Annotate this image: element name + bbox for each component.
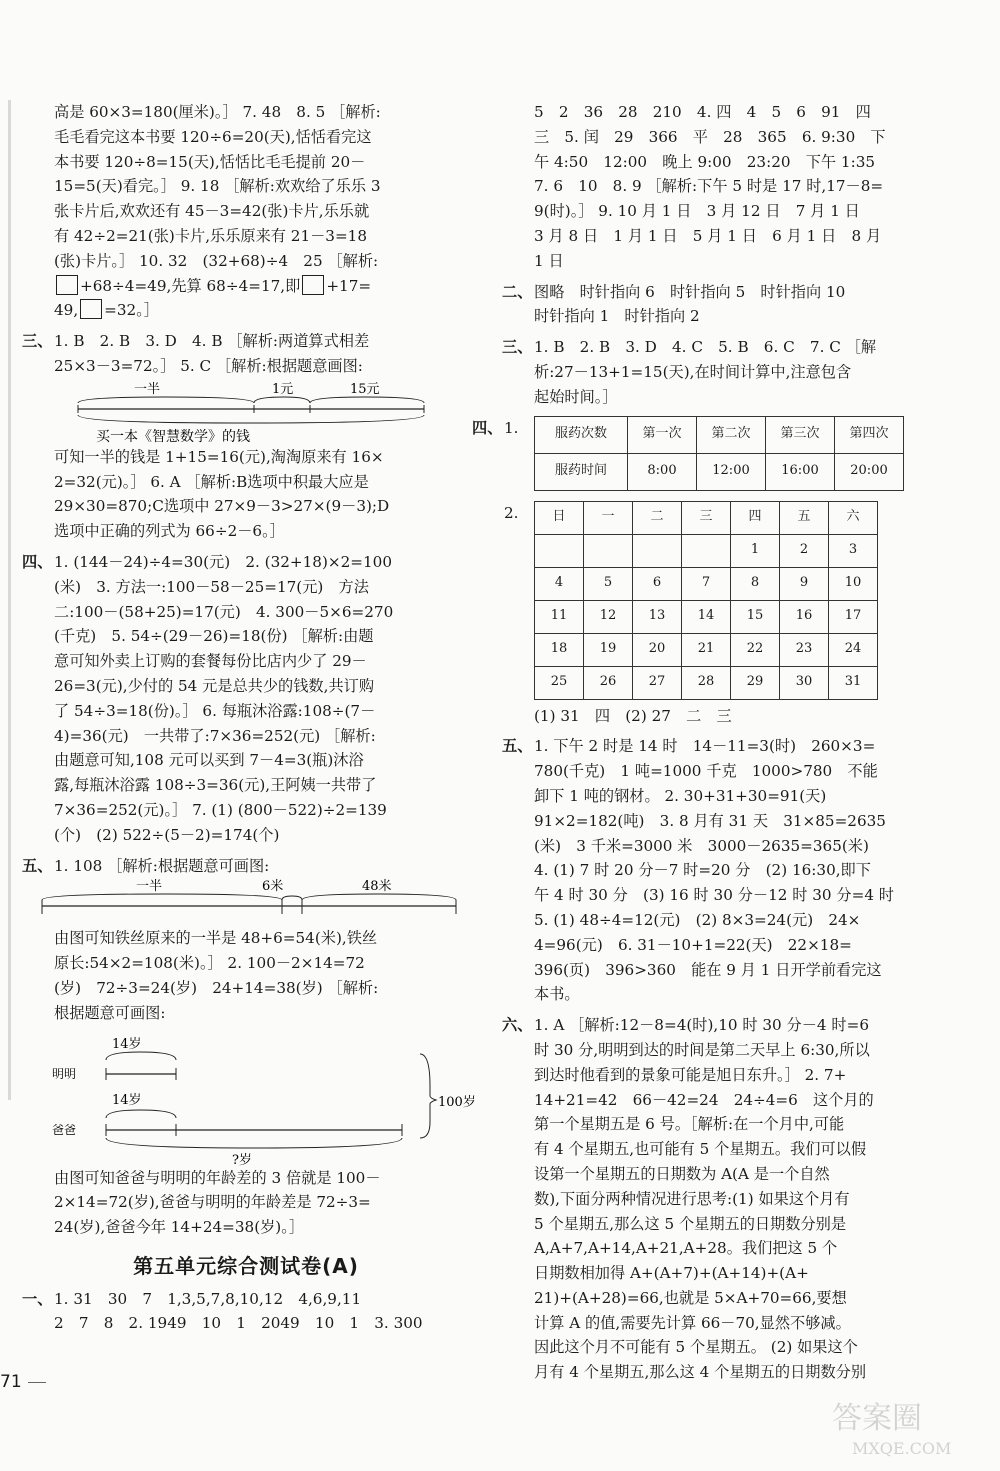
- text-line: 91×2=182(吨) 3. 8 月有 31 天 31×85=2635: [534, 811, 886, 830]
- calendar-day-cell: 17: [829, 600, 878, 633]
- section-label: 五、: [22, 856, 53, 875]
- text-line: 可知一半的钱是 1+15=16(元),淘淘原来有 16×: [54, 447, 384, 466]
- text-line: [22, 1287, 470, 1312]
- calendar-day-cell: 21: [682, 633, 731, 666]
- diagram-caption: 买一本《智慧数学》的钱: [96, 428, 250, 445]
- answer-blank-box: [302, 275, 324, 295]
- text-line: 第一个星期五是 6 号。［解析:在一个月中,可能: [534, 1115, 845, 1134]
- calendar-header-cell: 三: [682, 501, 731, 534]
- table-cell: 16:00: [766, 453, 835, 490]
- calendar-header-cell: 二: [633, 501, 682, 534]
- blank-line-1-end: +17=: [326, 276, 372, 295]
- page-number: [0, 1372, 46, 1392]
- text-line: 15=5(天)看完。］ 9. 18 ［解析:欢欢给了乐乐 3: [54, 177, 381, 196]
- calendar-day-cell: 1: [731, 534, 780, 567]
- diagram-label-48m: 48米: [362, 879, 392, 895]
- blank-line-2-post: =32。］: [104, 301, 159, 320]
- text-line: 2=32(元)。］ 6. A ［解析:B选项中积最大应是: [54, 472, 369, 491]
- brace-6m: [282, 896, 302, 900]
- calendar-row: [535, 567, 878, 600]
- right-sec4-block: [472, 416, 972, 729]
- text-line: 露,每瓶沐浴露 108÷3=36(元),王阿姨一共带了: [54, 776, 377, 795]
- calendar-table: [534, 501, 878, 700]
- diagram-label-half: 一半: [134, 381, 161, 397]
- text-line-content: 1. 31 30 7 1,3,5,7,8,10,12 4,6,9,11: [54, 1289, 362, 1308]
- text-line: 卸下 1 吨的钢材。 2. 30+31+30=91(天): [534, 786, 827, 805]
- calendar-row: [535, 666, 878, 699]
- text-line: [22, 329, 470, 354]
- text-line: 24(岁),爸爸今年 14+24=38(岁)。］: [54, 1218, 305, 1237]
- text-line: 5 个星期五,那么这 5 个星期五的日期数分别是: [534, 1214, 847, 1233]
- text-line: 9(时)。］ 9. 10 月 1 日 3 月 12 日 7 月 1 日: [534, 202, 860, 221]
- text-line: 本书要 120÷8=15(天),恬恬比毛毛提前 20－: [54, 152, 366, 171]
- text-line: 25×3－3=72。］ 5. C ［解析:根据题意画图:: [54, 356, 363, 375]
- text-line: 4)=36(元) 一共带了:7×36=252(元) ［解析:: [54, 726, 376, 745]
- calendar-day-cell: 3: [829, 534, 878, 567]
- section-label: 三、: [22, 332, 53, 351]
- text-line: 时针指向 1 时针指向 2: [534, 307, 700, 326]
- question-label: 2.: [504, 503, 519, 522]
- text-line-content: 1. A ［解析:12－8=4(时),10 时 30 分－4 时=6: [534, 1016, 869, 1035]
- section-label: 四、: [22, 552, 53, 571]
- text-line: 396(页) 396>360 能在 9 月 1 日开学前看完这: [534, 960, 882, 979]
- right-top-block: [502, 100, 972, 274]
- section-label: 四、: [472, 418, 503, 437]
- text-line: 到达时他看到的景象可能是旭日东升。］ 2. 7+: [534, 1065, 847, 1084]
- table-cell: 20:00: [835, 453, 904, 490]
- diagram-label-unknown: ?岁: [232, 1152, 252, 1166]
- right-column: [472, 100, 972, 1385]
- section-label: 六、: [502, 1016, 533, 1035]
- text-line: 5 2 36 28 210 4. 四 4 5 6 91 四: [534, 103, 871, 121]
- text-line-content: 1. 下午 2 时是 14 时 14－11=3(时) 260×3=: [534, 737, 876, 756]
- brace-14a: [106, 1052, 176, 1060]
- calendar-day-cell: 27: [633, 666, 682, 699]
- text-line-content: 1. (144－24)÷4=30(元) 2. (32+18)×2=100: [54, 552, 392, 571]
- text-line: (张)卡片。］ 10. 32 (32+68)÷4 25 ［解析:: [54, 251, 379, 270]
- text-line: 7×36=252(元)。］ 7. (1) (800－522)÷2=139: [54, 800, 387, 819]
- calendar-day-cell: 5: [584, 567, 633, 600]
- calendar-day-cell: 30: [780, 666, 829, 699]
- text-line: 三 5. 闰 29 366 平 28 365 6. 9:30 下: [534, 127, 886, 146]
- brace-half: [78, 397, 254, 403]
- table-row: [535, 416, 904, 453]
- text-line: A,A+7,A+14,A+21,A+28。我们把这 5 个: [534, 1239, 838, 1258]
- left-top-block: [22, 100, 470, 274]
- calendar-row: [535, 600, 878, 633]
- text-line: 由图可知铁丝原来的一半是 48+6=54(米),铁丝: [54, 929, 378, 948]
- diagram-label-14b: 14岁: [112, 1092, 142, 1108]
- text-line: 4. (1) 7 时 20 分－7 时=20 分 (2) 16:30,即下: [534, 861, 871, 880]
- calendar-day-cell: 12: [584, 600, 633, 633]
- left-sec3-block: [22, 329, 470, 379]
- table-cell: 第二次: [697, 416, 766, 453]
- table-cell: 服药时间: [535, 453, 628, 490]
- table-cell: 第一次: [628, 416, 697, 453]
- brace-15yuan: [310, 397, 424, 403]
- text-line: (个) (2) 522÷(5－2)=174(个): [54, 825, 280, 844]
- text-line: 14+21=42 66－42=24 24÷4=6 这个月的: [534, 1090, 874, 1109]
- text-line: 析:27－13+1=15(天),在时间计算中,注意包含: [534, 362, 852, 381]
- calendar-day-cell: [633, 534, 682, 567]
- text-line: 毛毛看完这本书要 120÷6=20(天),恬恬看完这: [54, 127, 372, 146]
- text-line: [22, 854, 470, 879]
- text-line: 29×30=870;C选项中 27×9－3>27×(9－3);D: [54, 497, 390, 516]
- calendar-header-cell: 五: [780, 501, 829, 534]
- calendar-day-cell: 26: [584, 666, 633, 699]
- diagram-label-14a: 14岁: [112, 1036, 142, 1052]
- calendar-day-cell: 31: [829, 666, 878, 699]
- text-line: (米) 3. 方法一:100－58－25=17(元) 方法: [54, 577, 369, 596]
- calendar-header-cell: 一: [584, 501, 633, 534]
- blank-line-2: [22, 298, 470, 323]
- calendar-day-cell: 19: [584, 633, 633, 666]
- text-line: 4=96(元) 6. 31－10+1=22(天) 22×18=: [534, 935, 852, 954]
- calendar-day-cell: 16: [780, 600, 829, 633]
- table-cell: 第三次: [766, 416, 835, 453]
- brace-1yuan: [254, 397, 310, 403]
- diagram-label-6m: 6米: [262, 879, 284, 895]
- calendar-day-cell: 2: [780, 534, 829, 567]
- left-sec1-block: [22, 1287, 470, 1337]
- brace-unknown: [106, 1138, 402, 1148]
- left-sec5-lines: [22, 926, 470, 1025]
- left-sec4-block: [22, 550, 470, 848]
- text-line: 午 4:50 12:00 晚上 9:00 23:20 下午 1:35: [534, 152, 876, 171]
- text-line: 午 4 时 30 分 (3) 16 时 30 分－12 时 30 分=4 时: [534, 886, 894, 905]
- text-line: 计算 A 的值,需要先计算 66－70,显然不够减。: [534, 1313, 851, 1332]
- text-line: 780(千克) 1 吨=1000 千克 1000>780 不能: [534, 762, 878, 781]
- diagram-label-total: 100岁: [438, 1094, 476, 1110]
- calendar-row: [535, 633, 878, 666]
- calendar-day-cell: 28: [682, 666, 731, 699]
- diagram-label-15yuan: 15元: [350, 381, 380, 397]
- section-title: 第五单元综合测试卷(A): [133, 1253, 359, 1278]
- text-line-content: 图略 时针指向 6 时针指向 5 时针指向 10: [534, 282, 846, 301]
- text-line: 2×14=72(岁),爸爸与明明的年龄差是 72÷3=: [54, 1193, 371, 1212]
- table-cell: 12:00: [697, 453, 766, 490]
- text-line: 日期数相加得 A+(A+7)+(A+14)+(A+: [534, 1264, 809, 1283]
- right-sec6-block: [502, 1013, 972, 1385]
- text-line: [502, 1013, 972, 1038]
- text-line: 选项中正确的列式为 66÷2－6。］: [54, 522, 285, 541]
- text-line: 了 54÷3=18(份)。］ 6. 每瓶沐浴露:108÷(7－: [54, 701, 376, 720]
- text-line: 26=3(元),少付的 54 元是总共少的钱数,共订购: [54, 676, 375, 695]
- text-line: [502, 335, 972, 360]
- text-line: 有 42÷2=21(张)卡片,乐乐原来有 21－3=18: [54, 226, 368, 245]
- calendar-day-cell: 4: [535, 567, 584, 600]
- text-line: 原长:54×2=108(米)。］ 2. 100－2×14=72: [54, 954, 365, 973]
- calendar-day-cell: 15: [731, 600, 780, 633]
- calendar-answer: (1) 31 四 (2) 27 二 三: [534, 706, 732, 725]
- calendar-day-cell: [535, 534, 584, 567]
- diagram-label-baba: 爸爸: [52, 1122, 77, 1137]
- calendar-day-cell: 8: [731, 567, 780, 600]
- diagram-wire: [36, 878, 476, 926]
- section-label: 五、: [502, 737, 533, 756]
- left-sec5-after: [22, 1166, 470, 1240]
- left-sec3-after: [22, 445, 470, 544]
- text-line: 21)+(A+28)=66,也就是 5×A+70=66,要想: [534, 1288, 847, 1307]
- text-line: 数),下面分两种情况进行思考:(1) 如果这个月有: [534, 1189, 850, 1208]
- calendar-day-cell: 18: [535, 633, 584, 666]
- table-row: [535, 453, 904, 490]
- table-cell: 8:00: [628, 453, 697, 490]
- calendar-day-cell: 24: [829, 633, 878, 666]
- calendar-header-cell: 六: [829, 501, 878, 534]
- text-line: 有 4 个星期五,也可能有 5 个星期五。我们可以假: [534, 1140, 867, 1159]
- text-line: 起始时间。］: [534, 387, 618, 406]
- diagram-label-1yuan: 1元: [272, 381, 294, 397]
- brace-total: [420, 1054, 436, 1138]
- text-line-content: 1. B 2. B 3. D 4. C 5. B 6. C 7. C ［解: [534, 338, 877, 357]
- diagram-ages: [52, 1026, 492, 1166]
- calendar-day-cell: 11: [535, 600, 584, 633]
- text-line: 意可知外卖上订购的套餐每份比店内少了 29－: [54, 652, 367, 671]
- blank-line-1: [22, 274, 470, 299]
- diagram-half-money: [54, 379, 494, 445]
- left-sec5-first: [22, 854, 470, 879]
- calendar-day-cell: 25: [535, 666, 584, 699]
- text-line: 3 月 8 日 1 月 1 日 5 月 1 日 6 月 1 日 8 月: [534, 226, 882, 245]
- calendar-day-cell: 14: [682, 600, 731, 633]
- text-line: [22, 550, 470, 575]
- left-column: [22, 100, 476, 1336]
- text-line: 时 30 分,明明到达的时间是第二天早上 6:30,所以: [534, 1040, 870, 1059]
- medicine-table: [534, 416, 904, 491]
- table-cell: 服药次数: [535, 416, 628, 453]
- text-line: 因此这个月不可能有 5 个星期五。 (2) 如果这个: [534, 1338, 858, 1357]
- calendar-day-cell: 9: [780, 567, 829, 600]
- calendar-header-row: [535, 501, 878, 534]
- text-line: (米) 3 千米=3000 米 3000－2635=365(米): [534, 836, 869, 855]
- calendar-day-cell: 20: [633, 633, 682, 666]
- calendar-day-cell: 7: [682, 567, 731, 600]
- calendar-day-cell: [584, 534, 633, 567]
- watermark-logo: [822, 1392, 982, 1462]
- text-line: 二:100－(58+25)=17(元) 4. 300－5×6=270: [54, 602, 394, 621]
- calendar-header-cell: 日: [535, 501, 584, 534]
- text-line: 1 日: [534, 251, 564, 270]
- text-line: 月有 4 个星期五,那么这 4 个星期五的日期数分别: [534, 1363, 867, 1382]
- calendar-day-cell: 29: [731, 666, 780, 699]
- blank-line-1-text: +68÷4=49,先算 68÷4=17,即: [80, 276, 301, 295]
- calendar-day-cell: 22: [731, 633, 780, 666]
- text-line: 张卡片后,欢欢还有 45－3=42(张)卡片,乐乐就: [54, 202, 370, 221]
- text-line: (千克) 5. 54÷(29－26)=18(份) ［解析:由题: [54, 627, 374, 646]
- text-line: 高是 60×3=180(厘米)。］ 7. 48 8. 5 ［解析:: [54, 103, 381, 121]
- answer-blank-box: [56, 275, 78, 295]
- text-line: 设第一个星期五的日期数为 A(A 是一个自然: [534, 1164, 830, 1183]
- section-label: 一、: [22, 1289, 53, 1308]
- page-number-text: 71: [0, 1372, 22, 1392]
- text-line: 5. (1) 48÷4=12(元) (2) 8×3=24(元) 24×: [534, 910, 861, 929]
- text-line: [502, 280, 972, 305]
- calendar-day-cell: 10: [829, 567, 878, 600]
- text-line: 7. 6 10 8. 9 ［解析:下午 5 时是 17 时,17－8=: [534, 177, 884, 196]
- text-line: 由题意可知,108 元可以买到 7－4=3(瓶)沐浴: [54, 751, 364, 770]
- text-line: 本书。: [534, 985, 580, 1004]
- brace-14b: [106, 1110, 176, 1118]
- table-cell: 第四次: [835, 416, 904, 453]
- section-label: 二、: [502, 282, 533, 301]
- calendar-day-cell: 13: [633, 600, 682, 633]
- section-label: 三、: [502, 338, 533, 357]
- right-sec3-block: [502, 335, 972, 409]
- text-line-content: 1. B 2. B 3. D 4. B ［解析:两道算式相差: [54, 332, 370, 351]
- text-line: 2 7 8 2. 1949 10 1 2049 10 1 3. 300: [54, 1314, 423, 1333]
- right-sec2-block: [502, 280, 972, 330]
- question-label: 1.: [504, 418, 519, 437]
- text-line: (岁) 72÷3=24(岁) 24+14=38(岁) ［解析:: [54, 978, 379, 997]
- right-sec5-block: [502, 734, 972, 1007]
- calendar-day-cell: 23: [780, 633, 829, 666]
- brace-whole: [78, 415, 424, 423]
- text-line-content: 1. 108 ［解析:根据题意可画图:: [54, 856, 270, 875]
- calendar-header-cell: 四: [731, 501, 780, 534]
- watermark-text: 答案圈: [832, 1401, 922, 1436]
- brace-48m: [302, 894, 456, 900]
- brace-half: [42, 894, 282, 900]
- watermark-url: MXQE.COM: [852, 1439, 952, 1458]
- calendar-day-cell: 6: [633, 567, 682, 600]
- text-line: 由图可知爸爸与明明的年龄差的 3 倍就是 100－: [54, 1168, 381, 1187]
- diagram-label-mingming: 明明: [52, 1066, 77, 1081]
- calendar-row: [535, 534, 878, 567]
- diagram-label-half: 一半: [136, 879, 163, 895]
- blank-line-2-pre: 49,: [54, 301, 79, 320]
- answer-blank-box: [80, 299, 102, 319]
- calendar-day-cell: [682, 534, 731, 567]
- text-line: 根据题意可画图:: [54, 1003, 166, 1022]
- text-line: [502, 734, 972, 759]
